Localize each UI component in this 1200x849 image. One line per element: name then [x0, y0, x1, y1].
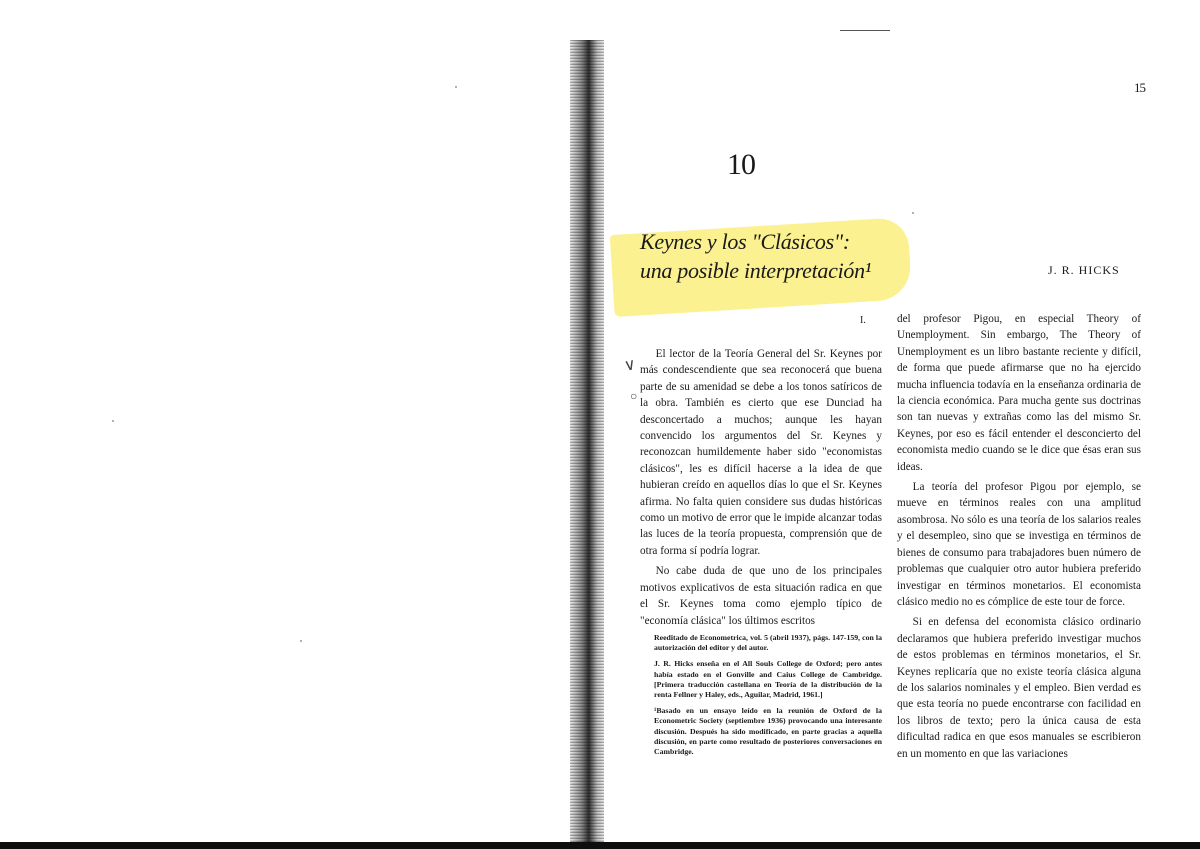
- footnote: ¹Basado en un ensayo leído en la reunión de Oxford de la Econometric Society (septiembre 1936) provocando una interesante discusión. Después ha sido modificado, en parte gracias a aquella discusión, en parte como resultado de posteriores conversaciones en Cambridge.: [654, 706, 882, 757]
- footnote: J. R. Hicks enseña en el All Souls College de Oxford; pero antes había estado en el Gonville and Caius College de Cambridge. [Primera traducción castellana en Teoría de la distribución de la renta Fellner y Haley, eds., Aguilar, Madrid, 1961.]: [654, 659, 882, 700]
- text-column-right: [897, 311, 1141, 762]
- scan-bottom-edge: [0, 842, 1200, 849]
- paragraph: La teoría del profesor Pigou por ejemplo, se mueve en términos reales con una amplitud asombrosa. No sólo es una teoría de los salarios reales y el desempleo, sino que se investiga en términos de bienes de consumo para trabajadores buen número de problemas que cualquier otro autor hubiera preferido investigar en términos monetarios. El economista clásico medio no es cómplice de este tour de force.: [897, 481, 1141, 608]
- author-name: J. R. HICKS: [1048, 263, 1120, 277]
- scan-speck: [455, 86, 457, 88]
- section-number: I.: [860, 315, 866, 326]
- top-rule: [840, 30, 890, 31]
- blank-left-page: [0, 0, 578, 849]
- chapter-title-line-2: una posible interpretación¹: [640, 258, 872, 283]
- footnote: Reeditado de Econometrica, vol. 5 (abril 1937), págs. 147-159, con la autorización del editor y del autor.: [654, 633, 882, 653]
- paragraph: El lector de la Teoría General del Sr. Keynes por más condescendiente que sea reconocerá que buena parte de su amenidad se debe a los tonos satíricos de la obra. También es cierto que ese Dunciad ha desconcertado a muchos; aunque les hayan convencido los argumentos del Sr. Keynes y reconozcan humildemente haber sido "economistas clásicos", les es difícil hacerse a la idea de que hubieran creído en aquellos días lo que el Sr. Keynes afirma. No falta quien considere sus dudas históricas como un motivo de error que le impide alcanzar todas las luces de la teoría propuesta, comprensión que de otra forma sí podría lograr.: [640, 348, 882, 557]
- text-column-left: [640, 346, 882, 629]
- book-gutter-shadow: [570, 40, 604, 849]
- page-number: 15: [1134, 80, 1145, 95]
- scan-speck: [912, 212, 914, 214]
- chapter-title: [640, 227, 930, 285]
- paragraph: Si en defensa del economista clásico ordinario declaramos que hubiera preferido investigar muchos de estos problemas en términos monetarios, el Sr. Keynes replicaría que no existe teoría clásica alguna de los salarios nominales y el empleo. Bien verdad es que esta teoría no puede encontrarse con facilidad en los libros de texto; pero la única causa de esta dificultad radica en que esos manuales se escribieron en un momento en que las variaciones: [897, 616, 1141, 760]
- handwritten-v-mark: ∨: [622, 356, 638, 375]
- footnotes: [654, 633, 882, 763]
- paragraph: No cabe duda de que uno de los principales motivos explicativos de esta situación radica en que el Sr. Keynes toma como ejemplo típico de "economía clásica" los últimos escritos: [640, 565, 882, 627]
- chapter-number: 10: [727, 148, 755, 181]
- chapter-title-line-1: Keynes y los "Clásicos":: [640, 229, 850, 254]
- scan-speck: [300, 640, 302, 642]
- paragraph: del profesor Pigou, en especial Theory of Unemployment. Sin embargo, The Theory of Unemployment es un libro bastante reciente y difícil, de forma que puede afirmarse que no ha ejercido mucha influencia todavía en la enseñanza ordinaria de la ciencia económica. Para mucha gente sus doctrinas son tan nuevas y extrañas como las del mismo Sr. Keynes, por eso es fácil entender el desconcierto del economista medio cuando se le dice que ésas eran sus ideas.: [897, 313, 1141, 473]
- scan-speck: [112, 420, 114, 422]
- handwritten-o-mark: ○: [630, 389, 638, 403]
